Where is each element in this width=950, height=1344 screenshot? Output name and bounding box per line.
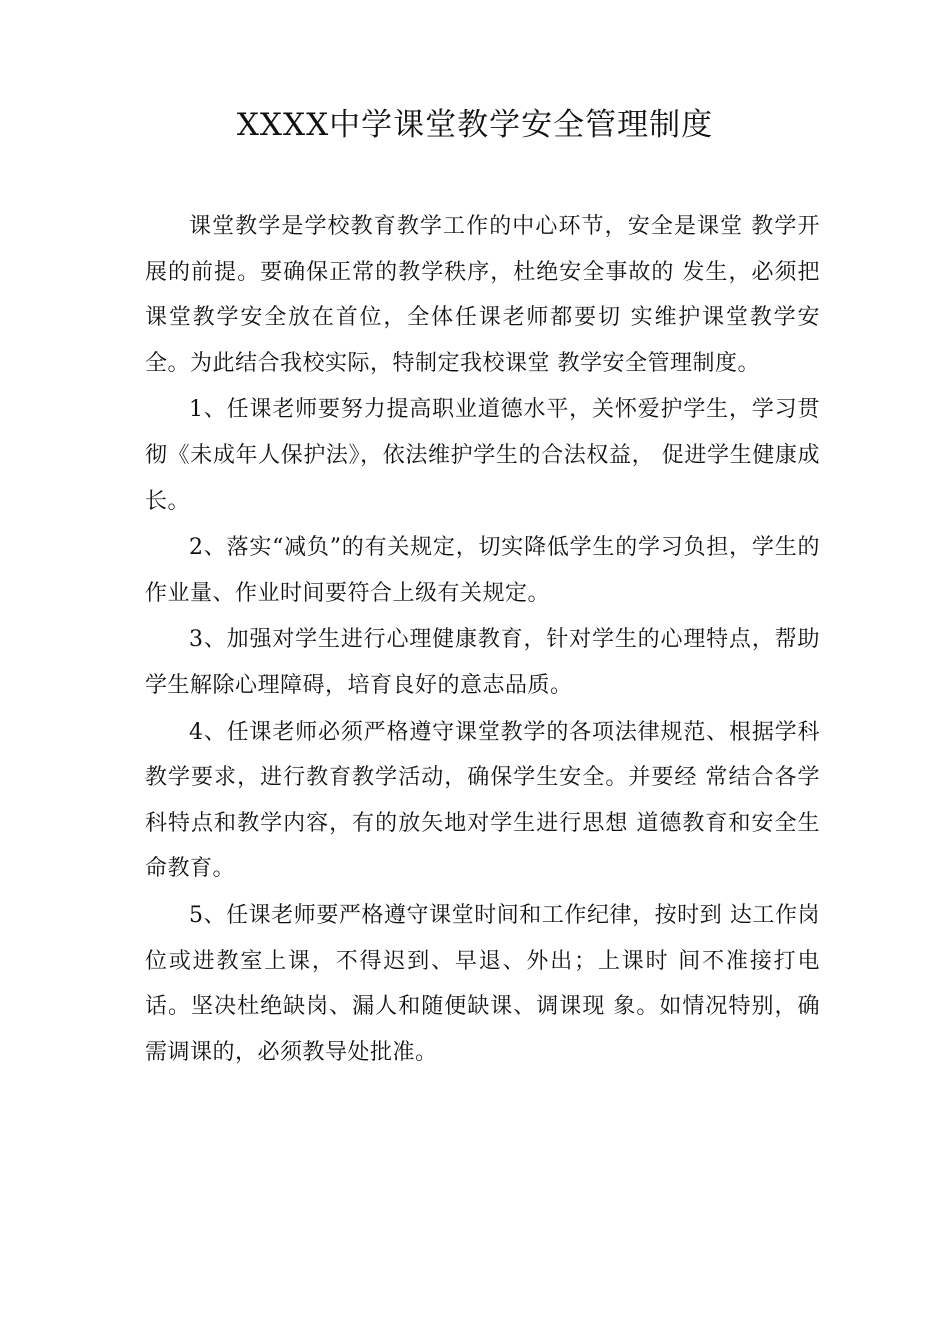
document-body <box>145 204 820 1076</box>
rule-paragraph-1: 1、任课老师要努力提高职业道德水平，关怀爱护学生，学习贯彻《未成年人保护法》，依法维护学生的合法权益， 促进学生健康成长。 <box>145 397 820 514</box>
rule-paragraph-4: 4、任课老师必须严格遵守课堂教学的各项法律规范、根据学科教学要求，进行教育教学活动，确保学生安全。并要经 常结合各学科特点和教学内容，有的放矢地对学生进行思想 道德教育和安全生命教育。 <box>145 719 820 882</box>
rule-paragraph-3: 3、加强对学生进行心理健康教育，针对学生的心理特点，帮助学生解除心理障碍，培育良好的意志品质。 <box>145 627 820 698</box>
intro-paragraph: 课堂教学是学校教育教学工作的中心环节，安全是课堂 教学开展的前提。要确保正常的教学秩序，杜绝安全事故的 发生，必须把课堂教学安全放在首位，全体任课老师都要切 实维护课堂教学安全。为此结合我校实际，特制定我校课堂 教学安全管理制度。 <box>145 214 820 376</box>
rule-paragraph-5: 5、任课老师要严格遵守课堂时间和工作纪律，按时到 达工作岗位或进教室上课，不得迟到、早退、外出；上课时 间不准接打电话。坚决杜绝缺岗、漏人和随便缺课、调课现 象。如情况特别，确需调课的，必须教导处批准。 <box>145 902 820 1065</box>
rule-paragraph-2: 2、落实“减负”的有关规定，切实降低学生的学习负担，学生的作业量、作业时间要符合上级有关规定。 <box>145 535 820 606</box>
document-title: XXXX中学课堂教学安全管理制度 <box>236 107 714 143</box>
